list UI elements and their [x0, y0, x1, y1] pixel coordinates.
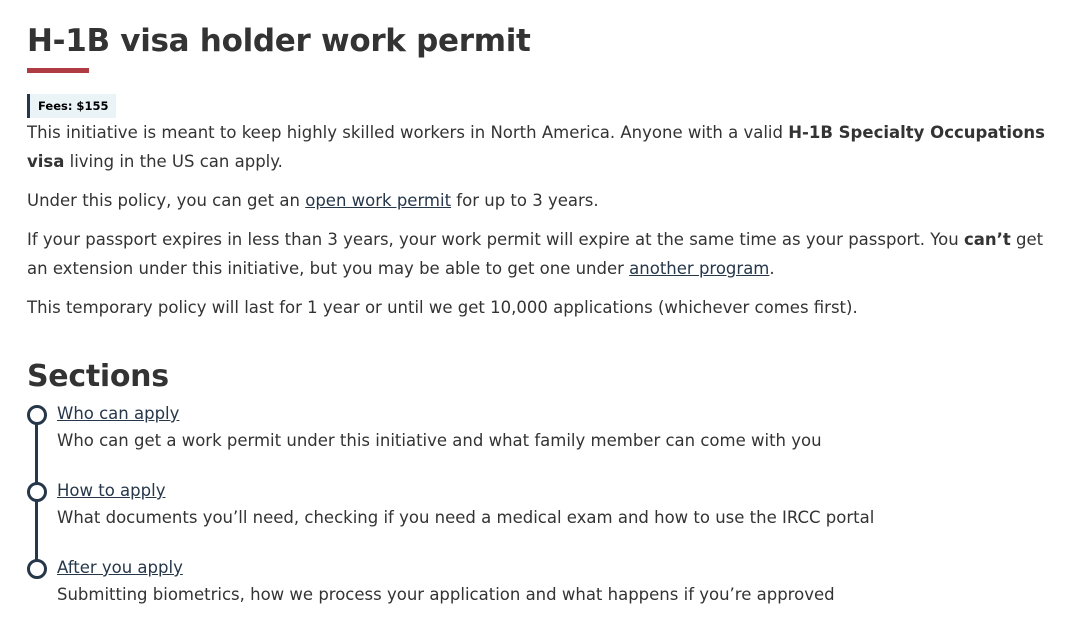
sections-list — [27, 402, 1067, 616]
intro-paragraph-passport — [27, 225, 1067, 283]
intro-text: get an extension under this initiative, but you may be able to get one under — [27, 230, 1044, 278]
title-underline — [27, 68, 89, 73]
who-can-apply-link[interactable]: Who can apply — [57, 404, 180, 423]
fees-badge: Fees: $155 — [27, 94, 116, 118]
page-title: H-1B visa holder work permit — [27, 23, 531, 59]
intro-bold-visa: H-1B Specialty Occupations visa — [27, 123, 1045, 171]
intro-text: Under this policy, you can get an — [27, 191, 306, 210]
section-description: What documents you’ll need, checking if you need a medical exam and how to use the IRCC portal — [57, 508, 875, 527]
section-item-how-to-apply — [27, 479, 1067, 556]
section-item-who-can-apply — [27, 402, 1067, 479]
another-program-link[interactable]: another program — [629, 259, 770, 278]
after-you-apply-link[interactable]: After you apply — [57, 558, 183, 577]
section-description: Who can get a work permit under this initiative and what family member can come with you — [57, 431, 822, 450]
intro-paragraph-eligibility — [27, 118, 1067, 176]
section-description: Submitting biometrics, how we process your application and what happens if you’re approved — [57, 585, 835, 604]
intro-text: If your passport expires in less than 3 years, your work permit will expire at the same time as your passport. You — [27, 230, 964, 249]
intro-text: . — [769, 259, 775, 278]
sections-heading: Sections — [27, 359, 169, 394]
intro-text: living in the US can apply. — [64, 152, 283, 171]
open-work-permit-link[interactable]: open work permit — [305, 191, 452, 210]
intro-paragraph-policy-length: This temporary policy will last for 1 year or until we get 10,000 applications (whichever comes first). — [27, 298, 858, 317]
how-to-apply-link[interactable]: How to apply — [57, 481, 166, 500]
intro-text: This initiative is meant to keep highly skilled workers in North America. Anyone with a valid — [27, 123, 789, 142]
section-item-after-you-apply — [27, 556, 1067, 616]
timeline-dot-icon — [27, 405, 47, 425]
intro-paragraph-duration — [27, 186, 1067, 215]
intro-text: for up to 3 years. — [451, 191, 599, 210]
intro-bold-cant: can’t — [963, 230, 1011, 249]
timeline-dot-icon — [27, 559, 47, 579]
timeline-dot-icon — [27, 482, 47, 502]
